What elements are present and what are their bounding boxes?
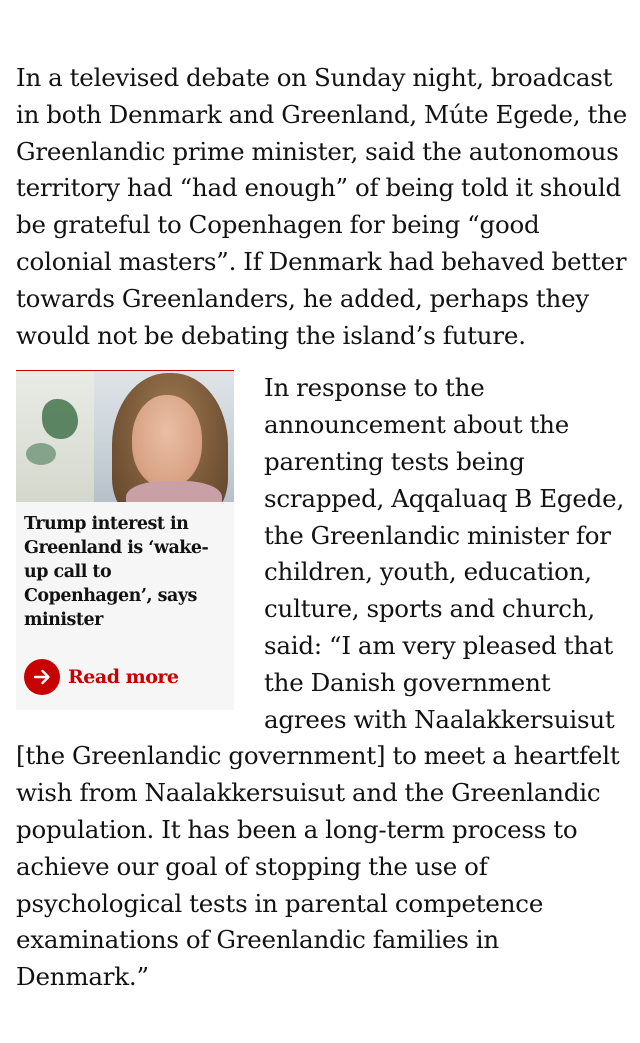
article-paragraph-2: In response to the announcement about the parenting tests being scrapped, Aqqaluaq B Egede, the Greenlandic minister for children, youth, education, culture, sports and church, said: “I am very pleased that the Danish government agrees with Naalakkersuisut [the Greenlandic government] to meet a heartfelt wish from Naalakkersuisut and the Greenlandic population. It has been a long-term process to achieve our goal of stopping the use of psychological tests in parental competence examinations of Greenlandic families in Denmark.” — [16, 373, 625, 992]
related-article-headline[interactable]: Trump interest in Greenland is ‘wake-up call to Copenhagen’, says minister — [24, 514, 209, 631]
related-article-image[interactable] — [16, 371, 234, 502]
related-article-card[interactable] — [16, 370, 234, 710]
read-more-link[interactable] — [24, 659, 178, 695]
read-more-label[interactable]: Read more — [68, 666, 179, 689]
arrow-right-icon[interactable] — [24, 659, 60, 695]
article-paragraph-1: In a televised debate on Sunday night, broadcast in both Denmark and Greenland, Múte Egede, the Greenlandic prime minister, said the autonomous territory had “had enough” of being told it should be grateful to Copenhagen for being “good colonial masters”. If Denmark had behaved better towards Greenlanders, he added, perhaps they would not be debating the island’s future. — [16, 63, 627, 350]
article-body — [16, 60, 628, 996]
